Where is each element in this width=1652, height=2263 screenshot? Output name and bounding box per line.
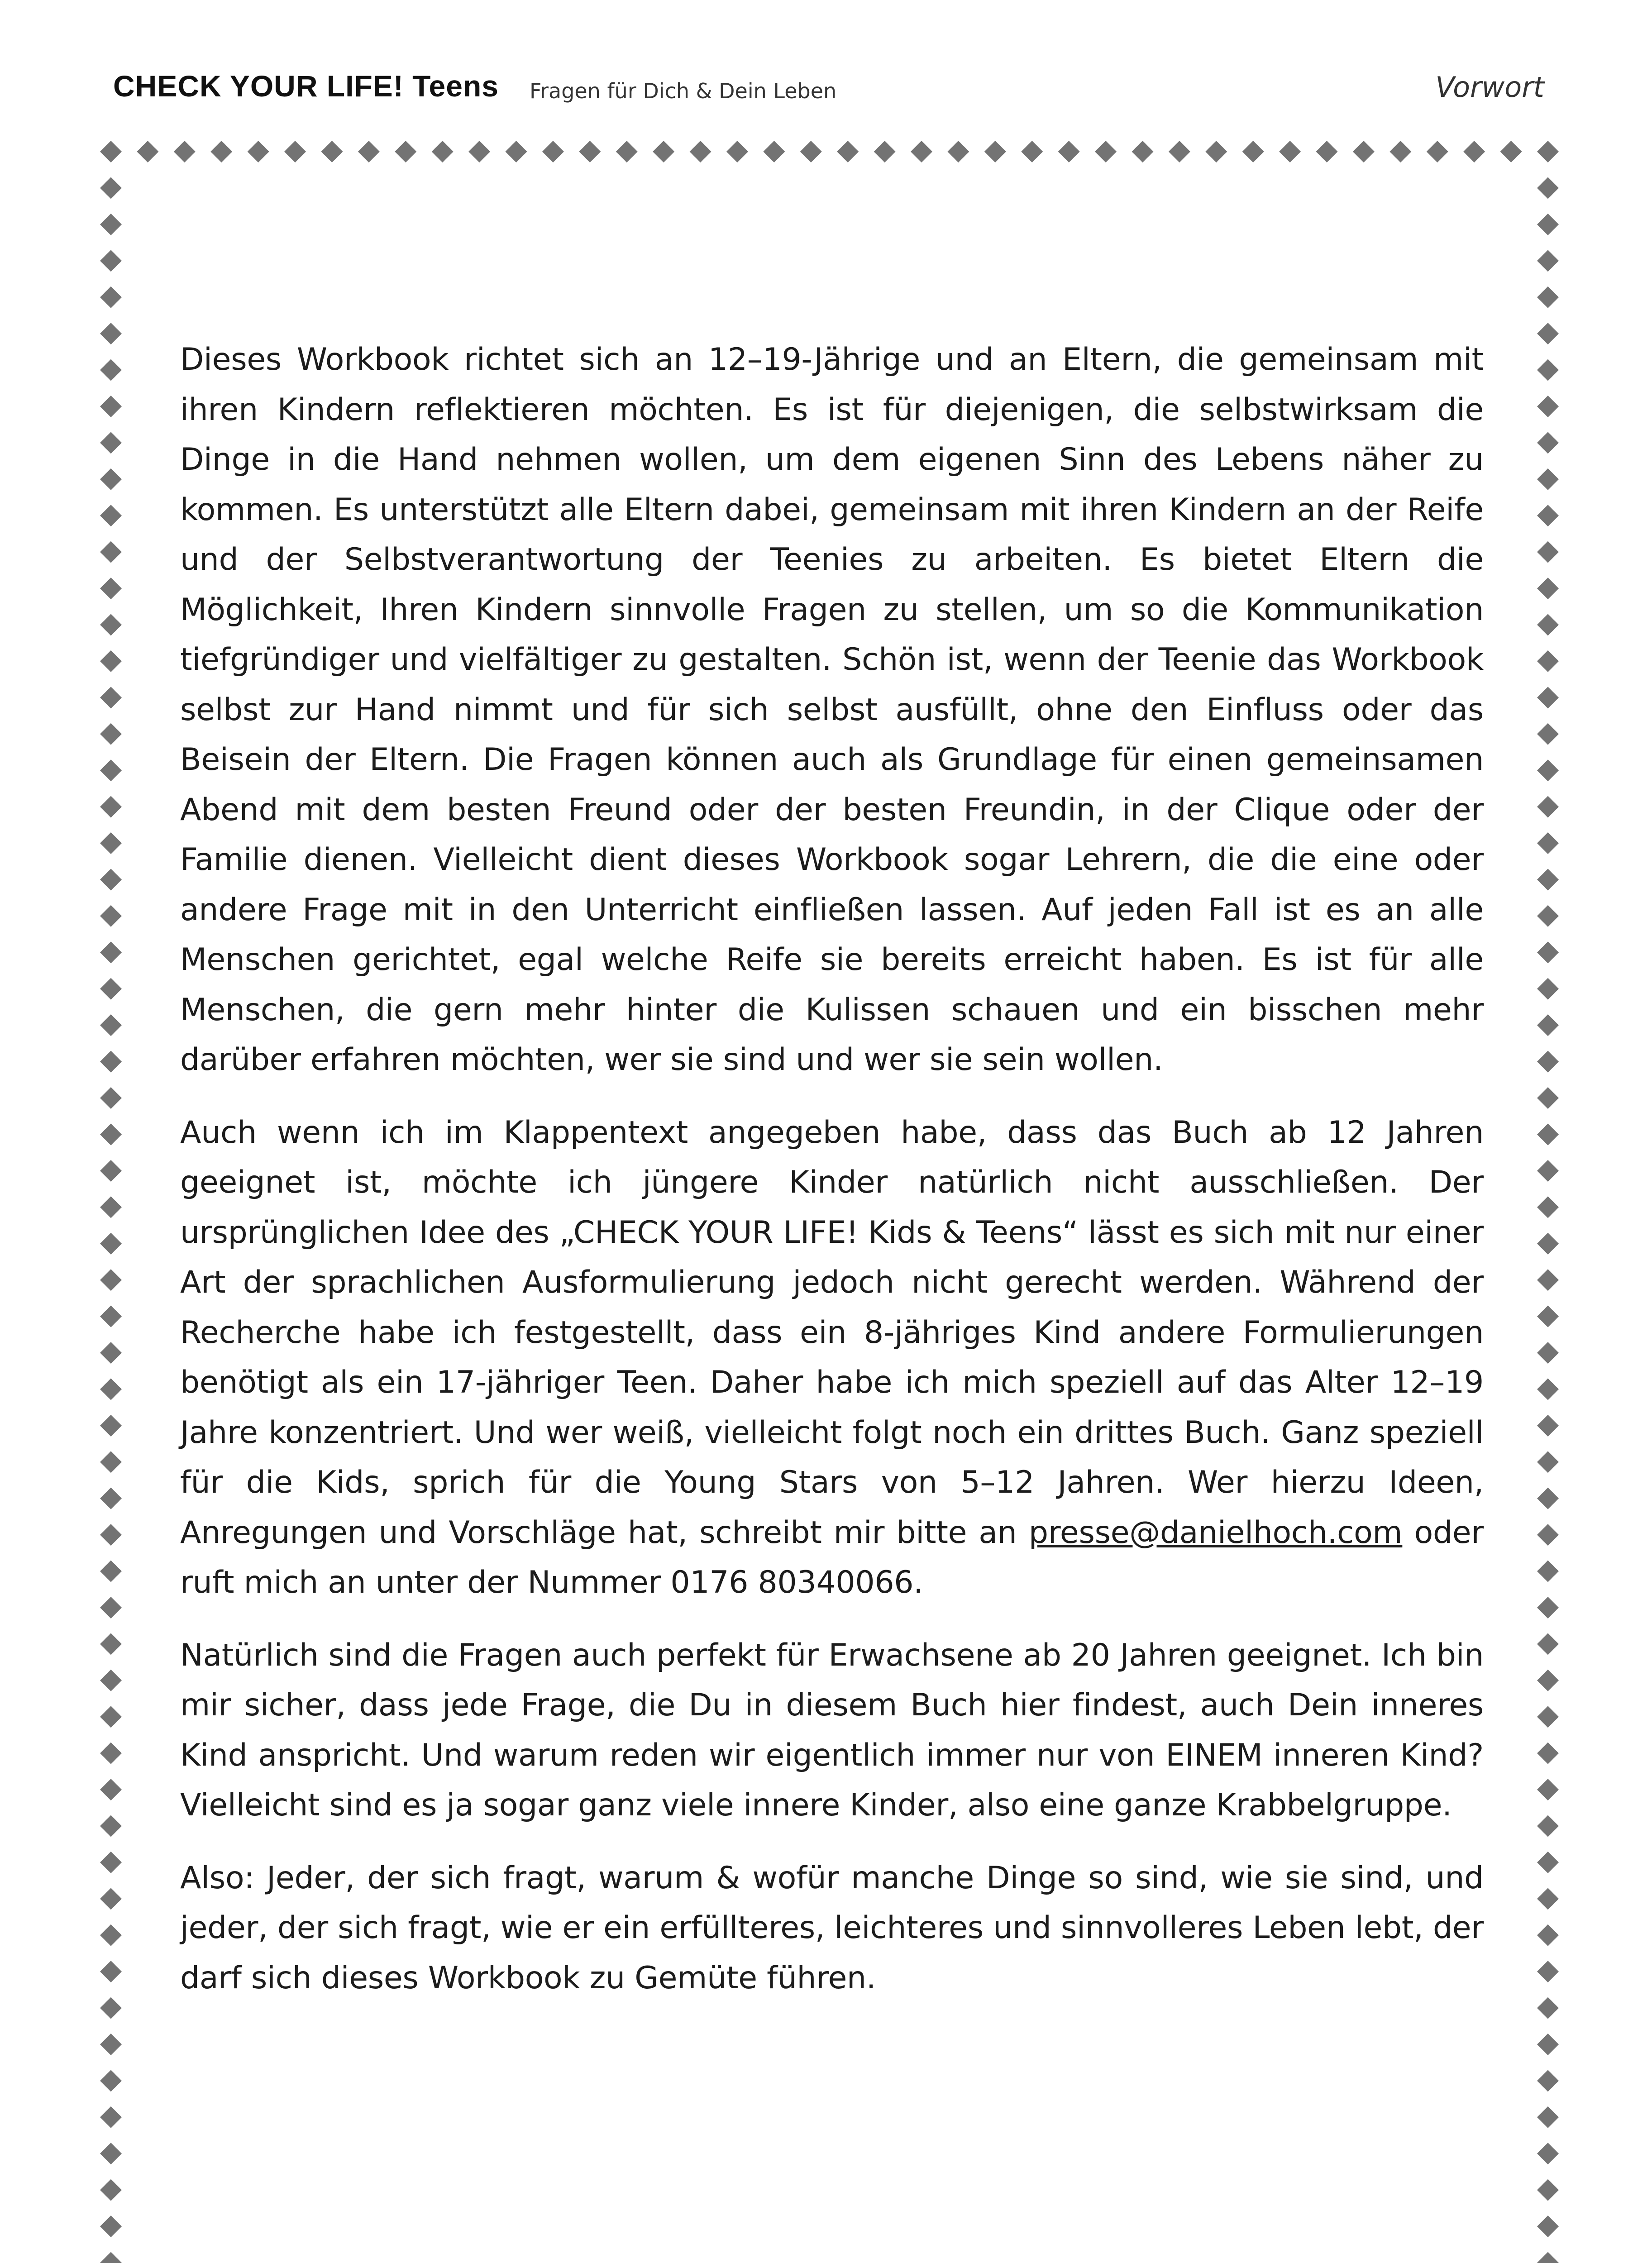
frame-diamond xyxy=(1537,1123,1559,1145)
frame-diamond xyxy=(1537,941,1559,963)
frame-diamond xyxy=(358,141,380,162)
frame-diamond xyxy=(100,1196,122,1218)
frame-diamond xyxy=(100,1488,122,1509)
frame-diamond xyxy=(1537,1961,1559,1982)
frame-diamond xyxy=(1537,1888,1559,1910)
frame-diamond xyxy=(1537,869,1559,890)
frame-diamond xyxy=(1537,141,1559,162)
frame-diamond xyxy=(395,141,416,162)
frame-diamond xyxy=(1537,1997,1559,2019)
frame-diamond xyxy=(100,2252,122,2263)
frame-diamond xyxy=(874,141,896,162)
paragraph-1: Dieses Workbook richtet sich an 12–19-Jährige und an Eltern, die gemeinsam mit ihren Kindern reflektieren möchten. Es ist für diejenigen, die selbstwirksam die Dinge in die Hand nehmen wollen, um dem eigenen Sinn des Lebens näher zu kommen. Es unterstützt alle Eltern dabei, gemeinsam mit ihren Kindern an der Reife und der Selbstverantwortung der Teenies zu arbeiten. Es bietet Eltern die Möglichkeit, Ihren Kindern sinnvolle Fragen zu stellen, um so die Kommunikation tiefgründiger und vielfältiger zu gestalten. Schön ist, wenn der Teenie das Workbook selbst zur Hand nimmt und für sich selbst ausfüllt, ohne den Einfluss oder das Beisein der Eltern. Die Fragen können auch als Grundlage für einen gemeinsamen Abend mit dem besten Freund oder der besten Freundin, in der Clique oder der Familie dienen. Vielleicht dient dieses Workbook sogar Lehrern, die die eine oder andere Frage mit in den Unterricht einfließen lassen. Auf jeden Fall ist es an alle Menschen gerichtet, egal welche Reife sie bereits erreicht haben. Es ist für alle Menschen, die gern mehr hinter die Kulissen schauen und ein bisschen mehr darüber erfahren möchten, wer sie sind und wer sie sein wollen. xyxy=(180,342,1484,1078)
frame-diamond xyxy=(1537,1306,1559,1327)
frame-diamond xyxy=(1537,1160,1559,1182)
frame-diamond xyxy=(1537,396,1559,417)
frame-diamond xyxy=(137,141,158,162)
frame-diamond xyxy=(100,1160,122,1182)
frame-diamond xyxy=(100,1269,122,1291)
frame-diamond xyxy=(1537,1415,1559,1437)
frame-diamond xyxy=(100,286,122,308)
frame-diamond xyxy=(100,1123,122,1145)
frame-diamond xyxy=(100,214,122,235)
frame-diamond xyxy=(579,141,601,162)
frame-diamond xyxy=(100,2143,122,2164)
frame-diamond xyxy=(1537,1633,1559,1655)
frame-diamond xyxy=(1537,468,1559,490)
paragraph-3: Natürlich sind die Fragen auch perfekt für Erwachsene ab 20 Jahren geeignet. Ich bin mir sicher, dass jede Frage, die Du in diesem Buch hier findest, auch Dein inneres Kind anspricht. Und warum reden wir eigentlich immer nur von EINEM inneren Kind? Vielleicht sind es ja sogar ganz viele innere Kinder, also eine ganze Krabbelgruppe. xyxy=(180,1637,1484,1823)
frame-diamond xyxy=(1242,141,1264,162)
frame-diamond xyxy=(100,2215,122,2237)
page-header xyxy=(0,0,1652,122)
frame-diamond xyxy=(1537,286,1559,308)
frame-diamond xyxy=(1500,141,1522,162)
frame-diamond xyxy=(100,1852,122,1873)
frame-diamond xyxy=(100,759,122,781)
frame-diamond xyxy=(1537,1743,1559,1764)
paragraph-2 xyxy=(180,1108,1484,1608)
frame-diamond xyxy=(1537,2179,1559,2201)
frame-diamond xyxy=(100,1306,122,1327)
frame-diamond xyxy=(726,141,748,162)
frame-diamond xyxy=(100,2106,122,2128)
frame-diamond xyxy=(837,141,859,162)
frame-diamond xyxy=(100,1561,122,1582)
frame-diamond xyxy=(100,323,122,344)
frame-diamond xyxy=(100,832,122,854)
frame-diamond xyxy=(100,1779,122,1800)
foreword-body xyxy=(180,335,1484,2026)
frame-diamond xyxy=(1537,177,1559,199)
frame-diamond xyxy=(1537,1051,1559,1073)
frame-diamond xyxy=(100,1087,122,1109)
frame-diamond xyxy=(1537,323,1559,344)
frame-diamond xyxy=(1537,1852,1559,1873)
frame-diamond xyxy=(1537,1087,1559,1109)
paragraph-2-text-a: Auch wenn ich im Klappentext angegeben habe, dass das Buch ab 12 Jahren geeignet ist, möchte ich jüngere Kinder natürlich nicht ausschließen. Der ursprünglichen Idee des „CHECK YOUR LIFE! Kids & Teens“ lässt es sich mit nur einer Art der sprachlichen Ausformulierung jedoch nicht gerecht werden. Während der Recherche habe ich festgestellt, dass ein 8-jähriges Kind andere Formulierungen benötigt als ein 17-jähriger Teen. Daher habe ich mich speziell auf das Alter 12–19 Jahre konzentriert. Und wer weiß, vielleicht folgt noch ein drittes Buch. Ganz speziell für die Kids, sprich für die Young Stars von 5–12 Jahren. Wer hierzu Ideen, Anregungen und Vorschläge hat, schreibt mir bitte an xyxy=(180,1114,1484,1551)
frame-diamond xyxy=(1537,1815,1559,1837)
frame-diamond xyxy=(100,177,122,199)
frame-diamond xyxy=(616,141,638,162)
frame-diamond xyxy=(100,650,122,672)
frame-diamond xyxy=(1537,1524,1559,1546)
frame-diamond xyxy=(1537,1451,1559,1473)
frame-diamond xyxy=(174,141,196,162)
frame-diamond xyxy=(1537,1597,1559,1618)
frame-diamond xyxy=(468,141,490,162)
frame-diamond xyxy=(100,1633,122,1655)
frame-diamond xyxy=(100,1961,122,1982)
frame-diamond xyxy=(100,2070,122,2091)
frame-diamond xyxy=(100,578,122,599)
paragraph-4: Also: Jeder, der sich fragt, warum & wofür manche Dinge so sind, wie sie sind, und jeder, der sich fragt, wie er ein erfüllteres, leichteres und sinnvolleres Leben lebt, der darf sich dieses Workbook zu Gemüte führen. xyxy=(180,1860,1484,1996)
book-subtitle: Fragen für Dich & Dein Leben xyxy=(530,79,837,103)
frame-diamond xyxy=(1537,796,1559,818)
frame-diamond xyxy=(1316,141,1338,162)
frame-diamond xyxy=(1537,578,1559,599)
frame-diamond xyxy=(1537,723,1559,745)
frame-diamond xyxy=(100,941,122,963)
frame-diamond xyxy=(100,2034,122,2055)
frame-diamond xyxy=(1537,1269,1559,1291)
frame-diamond xyxy=(100,1451,122,1473)
frame-diamond xyxy=(248,141,269,162)
frame-diamond xyxy=(1537,687,1559,708)
frame-diamond xyxy=(100,1743,122,1764)
book-title: CHECK YOUR LIFE! Teens xyxy=(113,69,499,103)
frame-diamond xyxy=(1537,978,1559,1000)
frame-diamond xyxy=(1537,214,1559,235)
frame-diamond xyxy=(1537,432,1559,454)
frame-diamond xyxy=(542,141,564,162)
frame-diamond xyxy=(763,141,785,162)
frame-diamond xyxy=(1537,1706,1559,1728)
frame-diamond xyxy=(100,687,122,708)
frame-diamond xyxy=(1537,1924,1559,1946)
frame-diamond xyxy=(1537,1670,1559,1691)
frame-diamond xyxy=(1169,141,1190,162)
frame-diamond xyxy=(100,359,122,381)
frame-diamond xyxy=(1537,2143,1559,2164)
frame-diamond xyxy=(1537,250,1559,272)
frame-diamond xyxy=(1095,141,1117,162)
frame-diamond xyxy=(1537,1779,1559,1800)
frame-diamond xyxy=(100,1924,122,1946)
frame-diamond xyxy=(100,396,122,417)
frame-diamond xyxy=(100,1597,122,1618)
frame-diamond xyxy=(1537,2252,1559,2263)
frame-diamond xyxy=(100,1014,122,1036)
frame-diamond xyxy=(1205,141,1227,162)
frame-diamond xyxy=(100,978,122,1000)
frame-diamond xyxy=(100,1378,122,1400)
frame-diamond xyxy=(1537,359,1559,381)
frame-diamond xyxy=(1537,1378,1559,1400)
frame-diamond xyxy=(100,1888,122,1910)
paragraph-2-text-b: oder ruft mich an unter der Nummer 0176 80340066. xyxy=(180,1514,1484,1600)
frame-diamond xyxy=(1537,2070,1559,2091)
frame-diamond xyxy=(100,905,122,927)
frame-diamond xyxy=(100,1670,122,1691)
section-label: Vorwort xyxy=(1435,71,1544,104)
frame-diamond xyxy=(1537,650,1559,672)
frame-diamond xyxy=(1537,2106,1559,2128)
email-link[interactable]: presse@danielhoch.com xyxy=(1028,1514,1403,1551)
frame-diamond xyxy=(100,468,122,490)
frame-diamond xyxy=(1537,1561,1559,1582)
frame-diamond xyxy=(947,141,969,162)
frame-diamond xyxy=(1537,1196,1559,1218)
frame-diamond xyxy=(100,505,122,526)
frame-diamond xyxy=(800,141,822,162)
frame-diamond xyxy=(1463,141,1485,162)
frame-diamond xyxy=(100,141,122,162)
frame-diamond xyxy=(100,1524,122,1546)
frame-diamond xyxy=(100,723,122,745)
frame-diamond xyxy=(1537,2215,1559,2237)
frame-diamond xyxy=(1537,614,1559,636)
frame-diamond xyxy=(210,141,232,162)
frame-diamond xyxy=(1389,141,1411,162)
frame-diamond xyxy=(100,869,122,890)
frame-diamond xyxy=(100,432,122,454)
frame-diamond xyxy=(1058,141,1080,162)
frame-diamond xyxy=(100,2179,122,2201)
frame-diamond xyxy=(100,1415,122,1437)
frame-diamond xyxy=(1537,505,1559,526)
frame-diamond xyxy=(100,614,122,636)
frame-diamond xyxy=(321,141,343,162)
frame-diamond xyxy=(100,1051,122,1073)
frame-diamond xyxy=(653,141,674,162)
frame-diamond xyxy=(1427,141,1448,162)
frame-diamond xyxy=(506,141,527,162)
frame-diamond xyxy=(1353,141,1375,162)
frame-diamond xyxy=(1537,1342,1559,1364)
frame-diamond xyxy=(100,1233,122,1255)
frame-diamond xyxy=(1537,1488,1559,1509)
frame-diamond xyxy=(100,1997,122,2019)
frame-diamond xyxy=(100,541,122,563)
frame-diamond xyxy=(1537,2034,1559,2055)
frame-diamond xyxy=(1537,832,1559,854)
frame-diamond xyxy=(100,1342,122,1364)
frame-diamond xyxy=(1537,905,1559,927)
frame-diamond xyxy=(1537,541,1559,563)
frame-diamond xyxy=(1537,1014,1559,1036)
frame-diamond xyxy=(100,796,122,818)
frame-diamond xyxy=(984,141,1006,162)
frame-diamond xyxy=(1279,141,1301,162)
frame-diamond xyxy=(690,141,711,162)
frame-diamond xyxy=(911,141,932,162)
frame-diamond xyxy=(100,1815,122,1837)
frame-diamond xyxy=(100,250,122,272)
frame-diamond xyxy=(1537,1233,1559,1255)
frame-diamond xyxy=(1537,759,1559,781)
frame-diamond xyxy=(1021,141,1043,162)
frame-diamond xyxy=(284,141,306,162)
frame-diamond xyxy=(1132,141,1153,162)
frame-diamond xyxy=(100,1706,122,1728)
frame-diamond xyxy=(432,141,454,162)
